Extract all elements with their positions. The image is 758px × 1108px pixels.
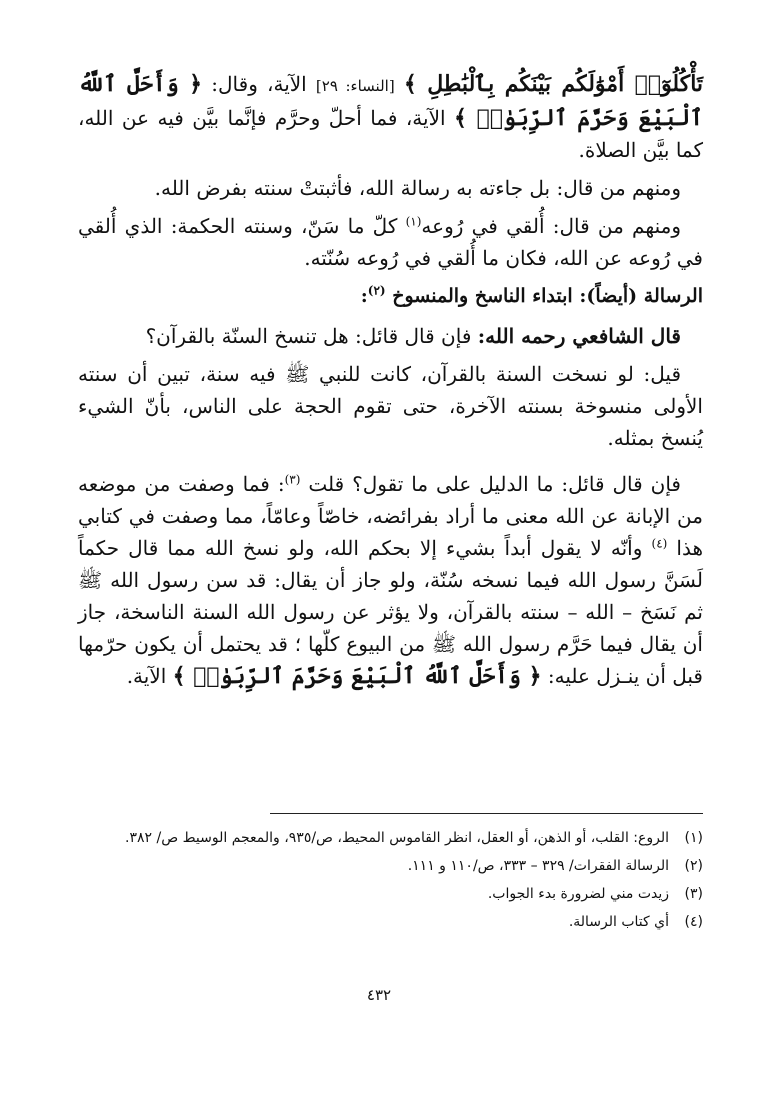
quran-verse: ﴿ وَأَحَلَّ ٱللَّهُ ٱلْبَيْعَ وَحَرَّمَ ٱلرِّبَوٰا۟ ﴾ (172, 663, 542, 689)
quran-verse-fragment: تَأْكُلُوٓا۟ أَمْوَٰلَكُم بَيْنَكُم بِٱلْبَٰطِلِ ﴾ (403, 71, 704, 97)
footnote-text: الروع: القلب، أو الذهن، أو العقل، انظر القاموس المحيط، ص/٩٣٥، والمعجم الوسيط ص/ ٣٨٢. (125, 830, 669, 846)
page-number: ٤٣٢ (366, 986, 392, 1004)
section-heading-text: الرسالة (أيضاً): ابتداء الناسخ والمنسوخ (392, 285, 703, 307)
footnote-text: الرسالة الفقرات/ ٣٢٩ – ٣٣٣، ص/١١٠ و ١١١. (407, 858, 669, 874)
paragraph (78, 210, 703, 274)
footnote (78, 880, 703, 908)
paragraph-text: الآية. (126, 664, 167, 688)
paragraph (78, 172, 703, 204)
footnote-number: (١) (684, 830, 703, 846)
paragraph-text: كلّ ما سَنّ، وسنته الحكمة: الذي أُلقي في رُوعه عن الله، فكان ما أُلقي في رُوعه سُنّته. (78, 214, 703, 270)
footnote-ref: (٢) (367, 283, 386, 298)
footnote-ref: (٤) (651, 536, 668, 551)
paragraph (78, 358, 703, 454)
paragraph-text: وأنّه لا يقول أبداً بشيء إلا بحكم الله، ولو نسخ الله مما قال حكماً لَسَنَّ رسول الله فيما نسخه سُنّة، ولو جاز أن يقال: قد سن رسول الله ﷺ ثم نَسَخ – الله – سنته بالقرآن، ولا يؤثر عن رسول الله السنة الناسخة، جاز أن يقال فيما حَرَّم رسول الله ﷺ من البيوع كلّها ؛ قد يحتمل أن يكون حرّمها قبل أن ينـزل عليه: (78, 536, 703, 688)
heading-colon: : (360, 285, 368, 307)
paragraph (78, 320, 703, 352)
paragraph-text: ومنهم من قال: بل جاءته به رسالة الله، فأثبتتْ سنته بفرض الله. (154, 176, 681, 200)
footnote-divider (270, 813, 703, 814)
footnote-text: أي كتاب الرسالة. (568, 914, 669, 930)
verse-reference: [النساء: ٢٩] (315, 77, 395, 95)
quran-verse: ﴿ وَأَحَلَّ ٱللَّهُ ٱلْبَيْعَ وَحَرَّمَ ٱلرِّبَوٰا۟ ﴾ (78, 71, 704, 131)
footnote-number: (٢) (684, 858, 703, 874)
footnote-number: (٤) (684, 914, 703, 930)
paragraph-text: : فما وصفت من موضعه من الإبانة عن الله معنى ما أراد بفرائضه، خاصّاً وعامّاً، مما وصفت في كتابي هذا (78, 472, 704, 560)
paragraph-text: الآية، فما أحلّ وحرَّم فإنَّما بيَّن فيه عن الله، كما بيَّن الصلاة. (78, 106, 703, 162)
spacer (78, 460, 703, 468)
main-text (78, 68, 703, 698)
footnote-number: (٣) (684, 886, 703, 902)
paragraph-quran-verse (78, 68, 703, 166)
paragraph (78, 468, 703, 692)
footnote (78, 852, 703, 880)
speaker: قال الشافعي رحمه الله: (477, 324, 681, 348)
paragraph-text: فإن قال قائل: ما الدليل على ما تقول؟ قلت (308, 472, 681, 496)
footnote-ref: (١) (405, 214, 422, 229)
footnote-ref: (٣) (284, 472, 301, 487)
footnote (78, 908, 703, 936)
footnotes (78, 824, 703, 936)
section-heading (78, 280, 703, 312)
footnote (78, 824, 703, 852)
footnote-text: زيدت مني لضرورة بدء الجواب. (487, 886, 669, 902)
paragraph-text: قيل: لو نسخت السنة بالقرآن، كانت للنبي ﷺ فيه سنة، تبين أن سنته الأولى منسوخة بسنته الآخرة، حتى تقوم الحجة على الناس، بأنّ الشيء يُنسخ بمثله. (78, 362, 703, 450)
paragraph-text: الآية، وقال: (211, 72, 307, 96)
paragraph-text: فإن قال قائل: هل تنسخ السنّة بالقرآن؟ (145, 324, 472, 348)
paragraph-text: ومنهم من قال: أُلقي في رُوعه (421, 214, 681, 238)
